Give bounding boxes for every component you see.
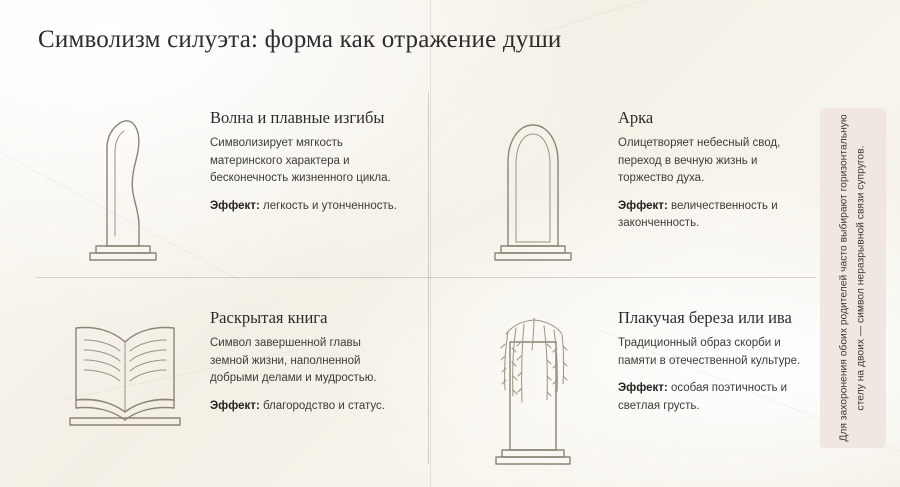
grid-divider-vertical (428, 92, 429, 464)
cell-arch (448, 100, 818, 264)
cell-effect-text: особая поэтичность и светлая грусть. (618, 382, 788, 412)
marble-vein (520, 0, 806, 41)
cell-heading: Раскрытая книга (210, 308, 328, 327)
cell-body: Символизирует мягкость материнского характера и бесконечность жизненного цикла. (210, 137, 391, 185)
cell-body: Олицетворяет небесный свод, переход в вечную жизнь и торжество духа. (618, 137, 781, 185)
cell-text (618, 100, 818, 232)
cell-body: Традиционный образ скорби и памяти в отечественной культуре. (618, 337, 801, 367)
weeping-birch-icon (448, 300, 618, 469)
cell-effect (618, 380, 808, 415)
cell-body: Символ завершенной главы земной жизни, наполненной добрыми делами и мудростью. (210, 337, 377, 385)
cell-effect-text: легкость и утонченность. (262, 199, 397, 212)
sidenote-panel (820, 108, 886, 448)
marble-vein (430, 0, 431, 487)
cell-heading: Арка (618, 108, 654, 127)
cell-effect-text: величественность и законченность. (618, 199, 778, 229)
cell-text (210, 300, 420, 415)
cell-text (210, 100, 420, 215)
cell-effect-text: благородство и статус. (262, 399, 385, 412)
sidenote-text: Для захоронения обоих родителей часто выбирают горизонтальную стелу на двоих — символ неразрывной связи супругов. (838, 114, 866, 442)
cell-open-book (40, 300, 420, 434)
cell-text (618, 300, 818, 415)
cell-heading: Волна и плавные изгибы (210, 108, 385, 127)
cell-effect-label: Эффект: (210, 399, 260, 412)
cell-weeping-birch (448, 300, 818, 469)
page-title: Символизм силуэта: форма как отражение души (38, 26, 562, 53)
cell-effect-label: Эффект: (618, 382, 668, 395)
arch-monument-icon (448, 100, 618, 264)
cell-effect (210, 198, 400, 215)
wave-monument-icon (40, 100, 210, 264)
cell-effect-label: Эффект: (210, 199, 260, 212)
cell-heading: Плакучая береза или ива (618, 308, 792, 327)
grid-divider-horizontal (36, 277, 816, 278)
cell-effect-label: Эффект: (618, 199, 668, 212)
cell-wave (40, 100, 420, 264)
cell-effect (618, 198, 808, 233)
cell-effect (210, 398, 400, 415)
open-book-icon (40, 300, 210, 434)
